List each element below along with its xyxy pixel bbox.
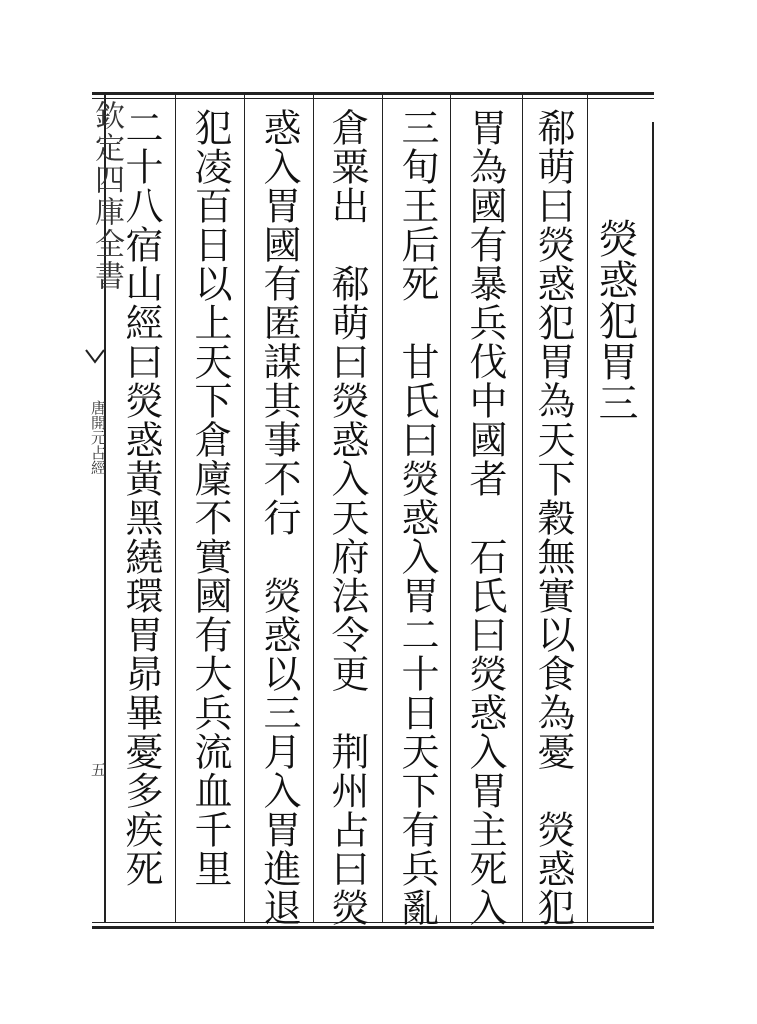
column-rule bbox=[450, 95, 451, 923]
column-rule bbox=[522, 95, 523, 923]
column-rule bbox=[382, 95, 383, 923]
page-number: 五 bbox=[89, 762, 107, 777]
top-border bbox=[92, 92, 654, 95]
top-border-inner bbox=[92, 98, 654, 99]
text-column-1: 郗萌曰熒惑犯胃為天下穀無實以食為憂 熒惑犯 bbox=[531, 108, 575, 927]
text-column-7: 二十八宿山經曰熒惑黃黑繞環胃昴畢憂多疾死 bbox=[119, 108, 163, 888]
book-title: 欽定四庫全書 bbox=[89, 100, 124, 292]
column-rule bbox=[175, 95, 176, 923]
volume-title: 唐開元占經 bbox=[89, 400, 107, 475]
text-column-6: 犯凌百日以上天下倉廩不實國有大兵流血千里 bbox=[188, 108, 232, 888]
text-column-5: 惑入胃國有匿謀其事不行 熒惑以三月入胃進退 bbox=[257, 108, 301, 927]
fishtail-mark-icon bbox=[84, 348, 106, 370]
column-rule bbox=[587, 95, 588, 923]
text-column-4: 倉粟出 郗萌曰熒惑入天府法令更 荆州占曰熒 bbox=[325, 108, 369, 927]
column-rule bbox=[313, 95, 314, 923]
text-column-2: 胃為國有暴兵伐中國者 石氏曰熒惑入胃主死入 bbox=[463, 108, 507, 927]
text-column-3: 三旬王后死 甘氏曰熒惑入胃二十日天下有兵亂 bbox=[395, 108, 439, 927]
column-rule bbox=[244, 95, 245, 923]
right-border bbox=[652, 122, 654, 922]
section-title: 熒惑犯胃三 bbox=[592, 218, 638, 423]
